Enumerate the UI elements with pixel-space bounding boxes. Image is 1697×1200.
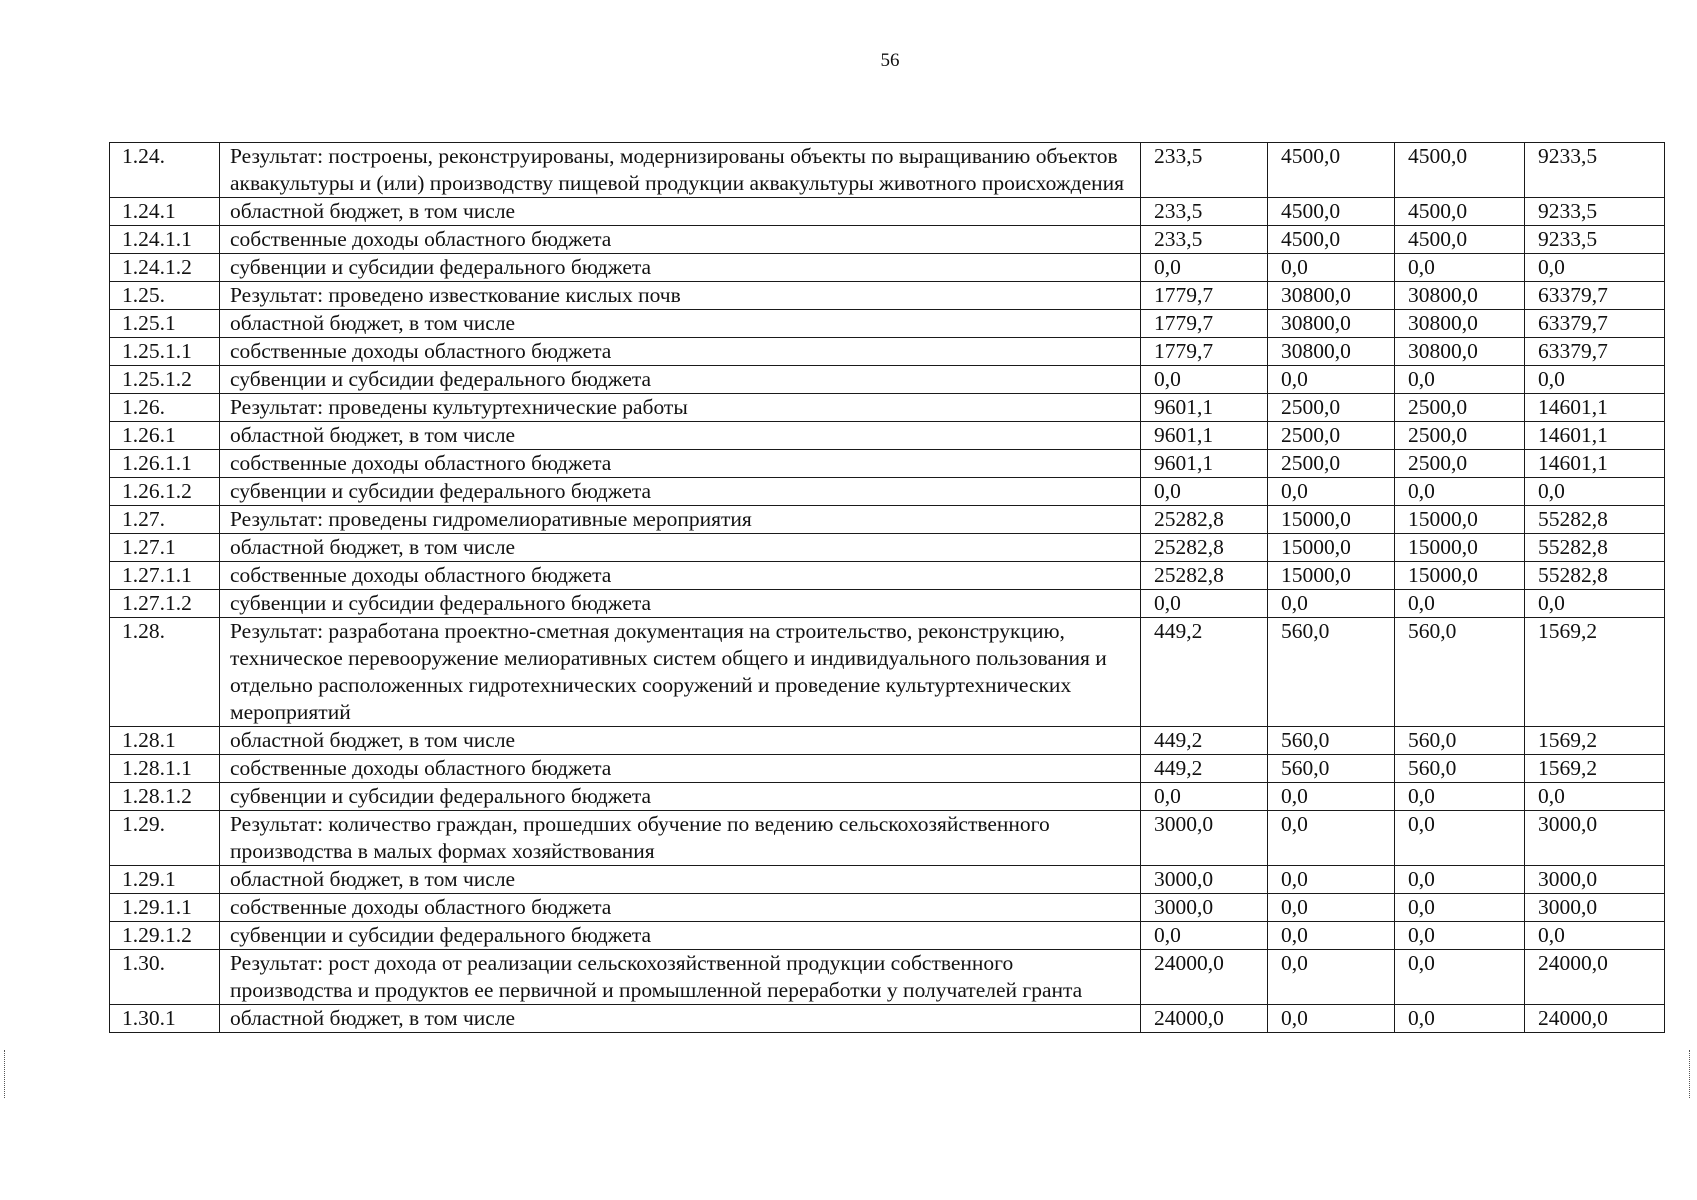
row-value-1: 233,5: [1141, 226, 1268, 254]
row-value-3: 4500,0: [1395, 226, 1525, 254]
row-code: 1.24.1.1: [110, 226, 220, 254]
table-row: [110, 866, 1665, 894]
table-row: [110, 310, 1665, 338]
row-value-1: 1779,7: [1141, 338, 1268, 366]
row-value-4: 14601,1: [1525, 394, 1665, 422]
row-code: 1.30.: [110, 950, 220, 1005]
row-value-1: 449,2: [1141, 727, 1268, 755]
table-row: [110, 198, 1665, 226]
row-name: Результат: разработана проектно-сметная документация на строительство, реконструкцию, техническое перевооружение мелиоративных систем общего и индивидуального пользования и отдельно расположенных гидротехнических сооружений и проведение культуртехнических мероприятий: [220, 618, 1141, 727]
row-value-3: 0,0: [1395, 590, 1525, 618]
table-row: [110, 394, 1665, 422]
row-value-4: 24000,0: [1525, 1005, 1665, 1033]
row-value-1: 25282,8: [1141, 562, 1268, 590]
row-value-2: 2500,0: [1268, 394, 1395, 422]
row-value-1: 233,5: [1141, 143, 1268, 198]
row-value-2: 4500,0: [1268, 226, 1395, 254]
row-code: 1.24.1.2: [110, 254, 220, 282]
row-code: 1.28.1.2: [110, 783, 220, 811]
row-code: 1.29.: [110, 811, 220, 866]
row-name: субвенции и субсидии федерального бюджета: [220, 254, 1141, 282]
table-row: [110, 727, 1665, 755]
table-row: [110, 590, 1665, 618]
row-value-1: 24000,0: [1141, 950, 1268, 1005]
row-value-2: 2500,0: [1268, 422, 1395, 450]
table-row: [110, 282, 1665, 310]
scan-edge-mark-right: [1689, 1050, 1692, 1098]
row-value-4: 0,0: [1525, 254, 1665, 282]
row-value-3: 0,0: [1395, 254, 1525, 282]
row-name: областной бюджет, в том числе: [220, 310, 1141, 338]
row-code: 1.24.1: [110, 198, 220, 226]
row-value-2: 15000,0: [1268, 534, 1395, 562]
row-value-3: 0,0: [1395, 478, 1525, 506]
table-row: [110, 366, 1665, 394]
row-value-3: 15000,0: [1395, 562, 1525, 590]
row-value-2: 0,0: [1268, 366, 1395, 394]
row-name: собственные доходы областного бюджета: [220, 894, 1141, 922]
row-code: 1.29.1.2: [110, 922, 220, 950]
page-number: 56: [880, 50, 900, 71]
row-value-2: 0,0: [1268, 811, 1395, 866]
row-name: субвенции и субсидии федерального бюджета: [220, 922, 1141, 950]
row-value-3: 0,0: [1395, 783, 1525, 811]
row-value-3: 30800,0: [1395, 310, 1525, 338]
row-value-1: 0,0: [1141, 254, 1268, 282]
row-value-1: 449,2: [1141, 755, 1268, 783]
row-value-3: 2500,0: [1395, 422, 1525, 450]
row-name: собственные доходы областного бюджета: [220, 562, 1141, 590]
row-code: 1.26.1.2: [110, 478, 220, 506]
row-name: Результат: проведены культуртехнические работы: [220, 394, 1141, 422]
row-value-4: 0,0: [1525, 922, 1665, 950]
row-value-2: 0,0: [1268, 922, 1395, 950]
row-value-4: 55282,8: [1525, 562, 1665, 590]
row-value-3: 0,0: [1395, 922, 1525, 950]
row-value-1: 0,0: [1141, 366, 1268, 394]
row-code: 1.29.1.1: [110, 894, 220, 922]
row-code: 1.30.1: [110, 1005, 220, 1033]
row-name: собственные доходы областного бюджета: [220, 450, 1141, 478]
table-row: [110, 450, 1665, 478]
row-value-4: 3000,0: [1525, 894, 1665, 922]
row-value-1: 25282,8: [1141, 506, 1268, 534]
row-value-1: 25282,8: [1141, 534, 1268, 562]
row-value-1: 0,0: [1141, 922, 1268, 950]
row-value-2: 560,0: [1268, 727, 1395, 755]
row-code: 1.25.: [110, 282, 220, 310]
row-value-4: 1569,2: [1525, 618, 1665, 727]
row-value-1: 233,5: [1141, 198, 1268, 226]
row-value-4: 1569,2: [1525, 755, 1665, 783]
row-name: Результат: количество граждан, прошедших обучение по ведению сельскохозяйственного производства в малых формах хозяйствования: [220, 811, 1141, 866]
row-code: 1.28.: [110, 618, 220, 727]
row-value-4: 1569,2: [1525, 727, 1665, 755]
row-value-4: 55282,8: [1525, 506, 1665, 534]
row-value-1: 1779,7: [1141, 282, 1268, 310]
row-code: 1.25.1.2: [110, 366, 220, 394]
row-code: 1.26.1.1: [110, 450, 220, 478]
row-value-2: 0,0: [1268, 254, 1395, 282]
row-value-3: 4500,0: [1395, 143, 1525, 198]
row-value-3: 30800,0: [1395, 282, 1525, 310]
row-name: собственные доходы областного бюджета: [220, 755, 1141, 783]
row-value-2: 4500,0: [1268, 143, 1395, 198]
row-value-4: 14601,1: [1525, 450, 1665, 478]
row-name: областной бюджет, в том числе: [220, 422, 1141, 450]
table-row: [110, 506, 1665, 534]
row-value-3: 2500,0: [1395, 394, 1525, 422]
row-value-4: 24000,0: [1525, 950, 1665, 1005]
row-code: 1.29.1: [110, 866, 220, 894]
table-row: [110, 950, 1665, 1005]
row-value-3: 0,0: [1395, 1005, 1525, 1033]
row-name: субвенции и субсидии федерального бюджета: [220, 590, 1141, 618]
row-value-2: 15000,0: [1268, 506, 1395, 534]
table-row: [110, 922, 1665, 950]
budget-table-body: [110, 143, 1665, 1033]
row-value-4: 9233,5: [1525, 198, 1665, 226]
table-row: [110, 1005, 1665, 1033]
row-value-1: 24000,0: [1141, 1005, 1268, 1033]
row-value-1: 3000,0: [1141, 811, 1268, 866]
row-value-1: 0,0: [1141, 783, 1268, 811]
row-value-4: 9233,5: [1525, 143, 1665, 198]
row-name: Результат: проведены гидромелиоративные мероприятия: [220, 506, 1141, 534]
row-name: субвенции и субсидии федерального бюджета: [220, 366, 1141, 394]
row-code: 1.28.1: [110, 727, 220, 755]
row-value-2: 30800,0: [1268, 338, 1395, 366]
row-value-4: 63379,7: [1525, 310, 1665, 338]
row-code: 1.27.1: [110, 534, 220, 562]
row-value-4: 63379,7: [1525, 338, 1665, 366]
row-value-2: 0,0: [1268, 1005, 1395, 1033]
table-row: [110, 338, 1665, 366]
row-value-3: 560,0: [1395, 727, 1525, 755]
row-name: Результат: рост дохода от реализации сельскохозяйственной продукции собственного производства и продуктов ее первичной и промышленной переработки у получателей гранта: [220, 950, 1141, 1005]
row-code: 1.25.1.1: [110, 338, 220, 366]
row-value-2: 0,0: [1268, 894, 1395, 922]
row-name: областной бюджет, в том числе: [220, 727, 1141, 755]
table-row: [110, 422, 1665, 450]
row-value-4: 0,0: [1525, 478, 1665, 506]
row-code: 1.25.1: [110, 310, 220, 338]
row-value-2: 560,0: [1268, 618, 1395, 727]
row-value-3: 560,0: [1395, 755, 1525, 783]
row-value-2: 0,0: [1268, 866, 1395, 894]
row-value-3: 15000,0: [1395, 534, 1525, 562]
row-value-1: 3000,0: [1141, 894, 1268, 922]
row-value-2: 0,0: [1268, 590, 1395, 618]
row-value-2: 30800,0: [1268, 282, 1395, 310]
row-name: Результат: проведено известкование кислых почв: [220, 282, 1141, 310]
row-value-4: 14601,1: [1525, 422, 1665, 450]
table-row: [110, 562, 1665, 590]
scan-edge-mark-left: [4, 1050, 7, 1098]
row-value-3: 560,0: [1395, 618, 1525, 727]
row-value-1: 449,2: [1141, 618, 1268, 727]
row-value-3: 0,0: [1395, 866, 1525, 894]
row-value-4: 0,0: [1525, 783, 1665, 811]
row-code: 1.26.1: [110, 422, 220, 450]
row-code: 1.26.: [110, 394, 220, 422]
row-value-4: 63379,7: [1525, 282, 1665, 310]
row-name: областной бюджет, в том числе: [220, 866, 1141, 894]
row-code: 1.27.1.2: [110, 590, 220, 618]
row-value-1: 9601,1: [1141, 450, 1268, 478]
row-value-1: 0,0: [1141, 478, 1268, 506]
row-value-4: 9233,5: [1525, 226, 1665, 254]
row-value-4: 3000,0: [1525, 811, 1665, 866]
row-name: субвенции и субсидии федерального бюджета: [220, 783, 1141, 811]
table-row: [110, 478, 1665, 506]
table-row: [110, 254, 1665, 282]
row-value-2: 15000,0: [1268, 562, 1395, 590]
row-value-3: 0,0: [1395, 894, 1525, 922]
row-value-2: 560,0: [1268, 755, 1395, 783]
budget-table: [109, 142, 1665, 1033]
row-value-3: 15000,0: [1395, 506, 1525, 534]
row-value-2: 0,0: [1268, 783, 1395, 811]
row-name: областной бюджет, в том числе: [220, 198, 1141, 226]
row-value-1: 0,0: [1141, 590, 1268, 618]
row-value-4: 3000,0: [1525, 866, 1665, 894]
row-value-3: 4500,0: [1395, 198, 1525, 226]
row-value-1: 3000,0: [1141, 866, 1268, 894]
row-name: областной бюджет, в том числе: [220, 534, 1141, 562]
row-value-4: 0,0: [1525, 366, 1665, 394]
row-name: Результат: построены, реконструированы, модернизированы объекты по выращиванию объектов аквакультуры и (или) производству пищевой продукции аквакультуры животного происхождения: [220, 143, 1141, 198]
table-row: [110, 811, 1665, 866]
row-code: 1.27.1.1: [110, 562, 220, 590]
row-value-2: 4500,0: [1268, 198, 1395, 226]
table-row: [110, 534, 1665, 562]
row-code: 1.24.: [110, 143, 220, 198]
row-code: 1.27.: [110, 506, 220, 534]
table-row: [110, 226, 1665, 254]
table-row: [110, 143, 1665, 198]
table-row: [110, 783, 1665, 811]
row-name: собственные доходы областного бюджета: [220, 226, 1141, 254]
table-row: [110, 618, 1665, 727]
row-value-1: 1779,7: [1141, 310, 1268, 338]
row-code: 1.28.1.1: [110, 755, 220, 783]
row-value-2: 30800,0: [1268, 310, 1395, 338]
row-value-1: 9601,1: [1141, 394, 1268, 422]
row-value-3: 30800,0: [1395, 338, 1525, 366]
row-value-4: 55282,8: [1525, 534, 1665, 562]
table-row: [110, 894, 1665, 922]
row-value-2: 2500,0: [1268, 450, 1395, 478]
row-value-3: 0,0: [1395, 811, 1525, 866]
row-value-3: 0,0: [1395, 950, 1525, 1005]
row-value-3: 0,0: [1395, 366, 1525, 394]
row-value-4: 0,0: [1525, 590, 1665, 618]
table-row: [110, 755, 1665, 783]
row-value-2: 0,0: [1268, 950, 1395, 1005]
row-value-3: 2500,0: [1395, 450, 1525, 478]
row-name: субвенции и субсидии федерального бюджета: [220, 478, 1141, 506]
row-value-1: 9601,1: [1141, 422, 1268, 450]
row-value-2: 0,0: [1268, 478, 1395, 506]
row-name: областной бюджет, в том числе: [220, 1005, 1141, 1033]
row-name: собственные доходы областного бюджета: [220, 338, 1141, 366]
